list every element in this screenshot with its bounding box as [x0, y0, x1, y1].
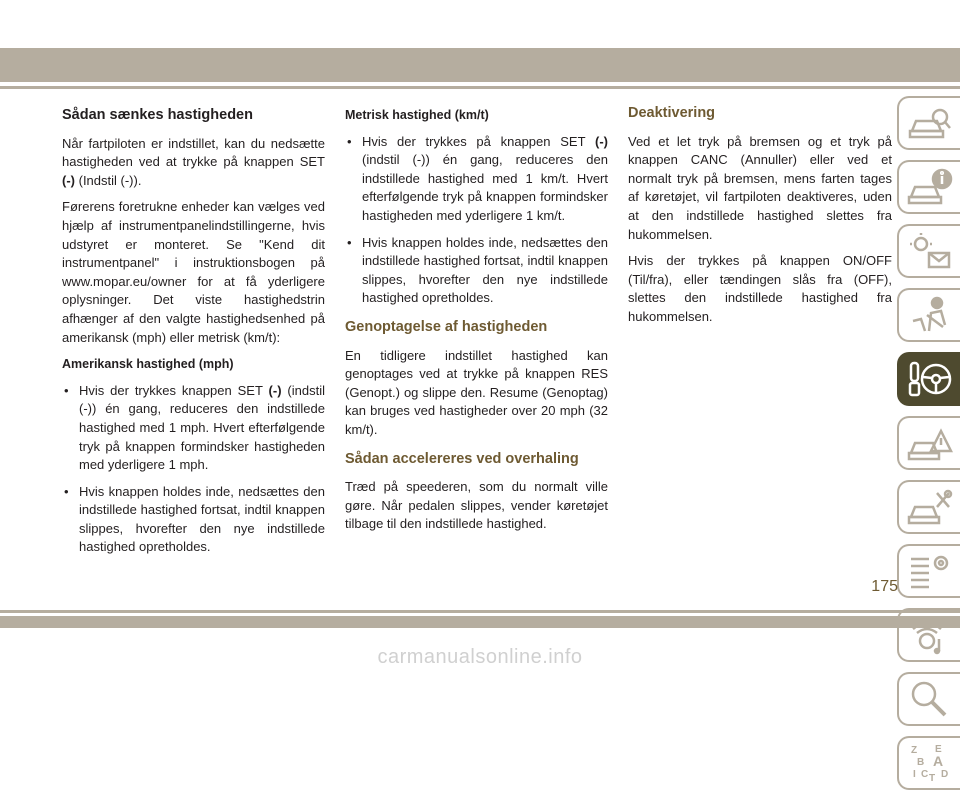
text: (indstil (-)) én gang, reduceres den indstillede hastighed med 1 mph. Hvert efterfølgende tryk på knappen formindsker hastigheden med yderligere 1 mph. [79, 382, 325, 473]
section-heading: Sådan sænkes hastigheden [62, 107, 253, 123]
warning-light-message-icon [907, 231, 953, 271]
footer-band [0, 616, 960, 628]
section-heading: Sådan accelereres ved overhaling [345, 450, 579, 467]
text: Hvis der trykkes knappen SET [79, 382, 269, 398]
paragraph: Træd på speederen, som du normalt ville gøre. Når pedalen slippes, vender køretøjet tilbage til den indstillede hastighed. [345, 479, 608, 532]
tab-warning-lights[interactable] [897, 224, 960, 278]
text: (Indstil (-)). [75, 172, 142, 188]
column-1 [62, 104, 325, 565]
index-letter: I [912, 769, 916, 780]
index-letter: T [928, 773, 935, 783]
button-symbol: (-) [62, 172, 75, 188]
index-letter: B [916, 757, 924, 768]
bullet-list [62, 382, 325, 557]
text: Når fartpiloten er indstillet, kan du nedsætte hastigheden ved at trykke på knappen SET [62, 135, 325, 170]
car-hazard-icon [907, 423, 953, 463]
list-item [62, 382, 325, 475]
car-info-icon [907, 167, 953, 207]
index-az-icon [907, 743, 953, 783]
tab-car-search[interactable] [897, 96, 960, 150]
list-item [345, 133, 608, 226]
header-rule [0, 86, 960, 89]
list-gear-icon [907, 551, 953, 591]
tab-index[interactable] [897, 736, 960, 790]
section-heading: Deaktivering [628, 105, 716, 121]
index-letter: E [934, 744, 942, 755]
sub-heading: Amerikansk hastighed (mph) [62, 357, 234, 372]
list-item: • Hvis knappen holdes inde, nedsættes den indstillede hastighed fortsat, indtil knappen slippes, hvorefter den nye indstillede hastighed opretholdes. [345, 234, 608, 308]
key-steering-wheel-icon [907, 359, 953, 399]
column-3 [628, 104, 892, 335]
paragraph [62, 135, 325, 191]
bullet-list [345, 133, 608, 308]
tab-safety[interactable] [897, 288, 960, 342]
paragraph: Hvis der trykkes på knappen ON/OFF (Til/fra), eller tændingen slås fra (OFF), slettes den indstillede hastighed fra hukommelsen. [628, 253, 892, 324]
chapter-tabs [897, 96, 960, 800]
car-wrench-icon [907, 487, 953, 527]
section-heading: Genoptagelse af hastigheden [345, 318, 548, 335]
index-letter: C [920, 769, 928, 780]
paragraph: En tidligere indstillet hastighed kan genoptages ved at trykke på knappen RES (Genopt.) og slippe den. Resume (Genoptag) kan bruges ved hastigheder over 20 mph (32 km/t). [345, 347, 608, 437]
tab-servicing[interactable] [897, 480, 960, 534]
magnifier-icon [907, 679, 953, 719]
seatbelt-airbag-icon [907, 295, 953, 335]
index-letter: A [932, 753, 943, 769]
button-symbol: (-) [268, 382, 282, 398]
page-number: 175 [871, 578, 898, 595]
tab-emergency[interactable] [897, 416, 960, 470]
list-item: • Hvis knappen holdes inde, nedsættes den indstillede hastighed fortsat, indtil knappen slippes, hvorefter den nye indstillede hastighed opretholdes. [62, 483, 325, 557]
tab-technical[interactable] [897, 544, 960, 598]
watermark: carmanualsonline.info [377, 646, 583, 668]
header-band [0, 48, 960, 82]
sub-heading: Metrisk hastighed (km/t) [345, 108, 489, 122]
column-2 [345, 104, 608, 542]
button-symbol: (-) [595, 133, 608, 149]
footer-rule [0, 610, 960, 613]
tab-search[interactable] [897, 672, 960, 726]
car-search-icon [907, 103, 953, 143]
paragraph: Førerens foretrukne enheder kan vælges ved hjælp af instrumentpanelindstillingerne, hvis udstyret er monteret. Se "Kend dit instrumentpanel" i instruktionsbogen på www.mopar.eu/owner for at få yderligere oplysninger. Det viste hastighedstrin afhænger af den valgte hastighedsenhed på amerikansk (mph) eller metrisk (km/t): [62, 199, 325, 345]
text: (indstil (-)) én gang, reduceres den indstillede hastighed med 1 km/t. Hvert efterfølgende tryk på knappen formindsker hastigheden med yderligere 1 km/t. [362, 152, 608, 223]
tab-car-info[interactable] [897, 160, 960, 214]
index-letter: Z [910, 745, 917, 756]
index-letter: D [940, 769, 948, 780]
tab-starting-operating[interactable] [897, 352, 960, 406]
text: Hvis der trykkes på knappen SET [362, 133, 595, 149]
paragraph: Ved et let tryk på bremsen og et tryk på knappen CANC (Annuller) eller ved et normalt tryk på bremsen, mens farten tages af køretøjet, vil fartpiloten deaktiveres, uden at den indstillede hastighed slettes fra hukommelsen. [628, 133, 892, 242]
